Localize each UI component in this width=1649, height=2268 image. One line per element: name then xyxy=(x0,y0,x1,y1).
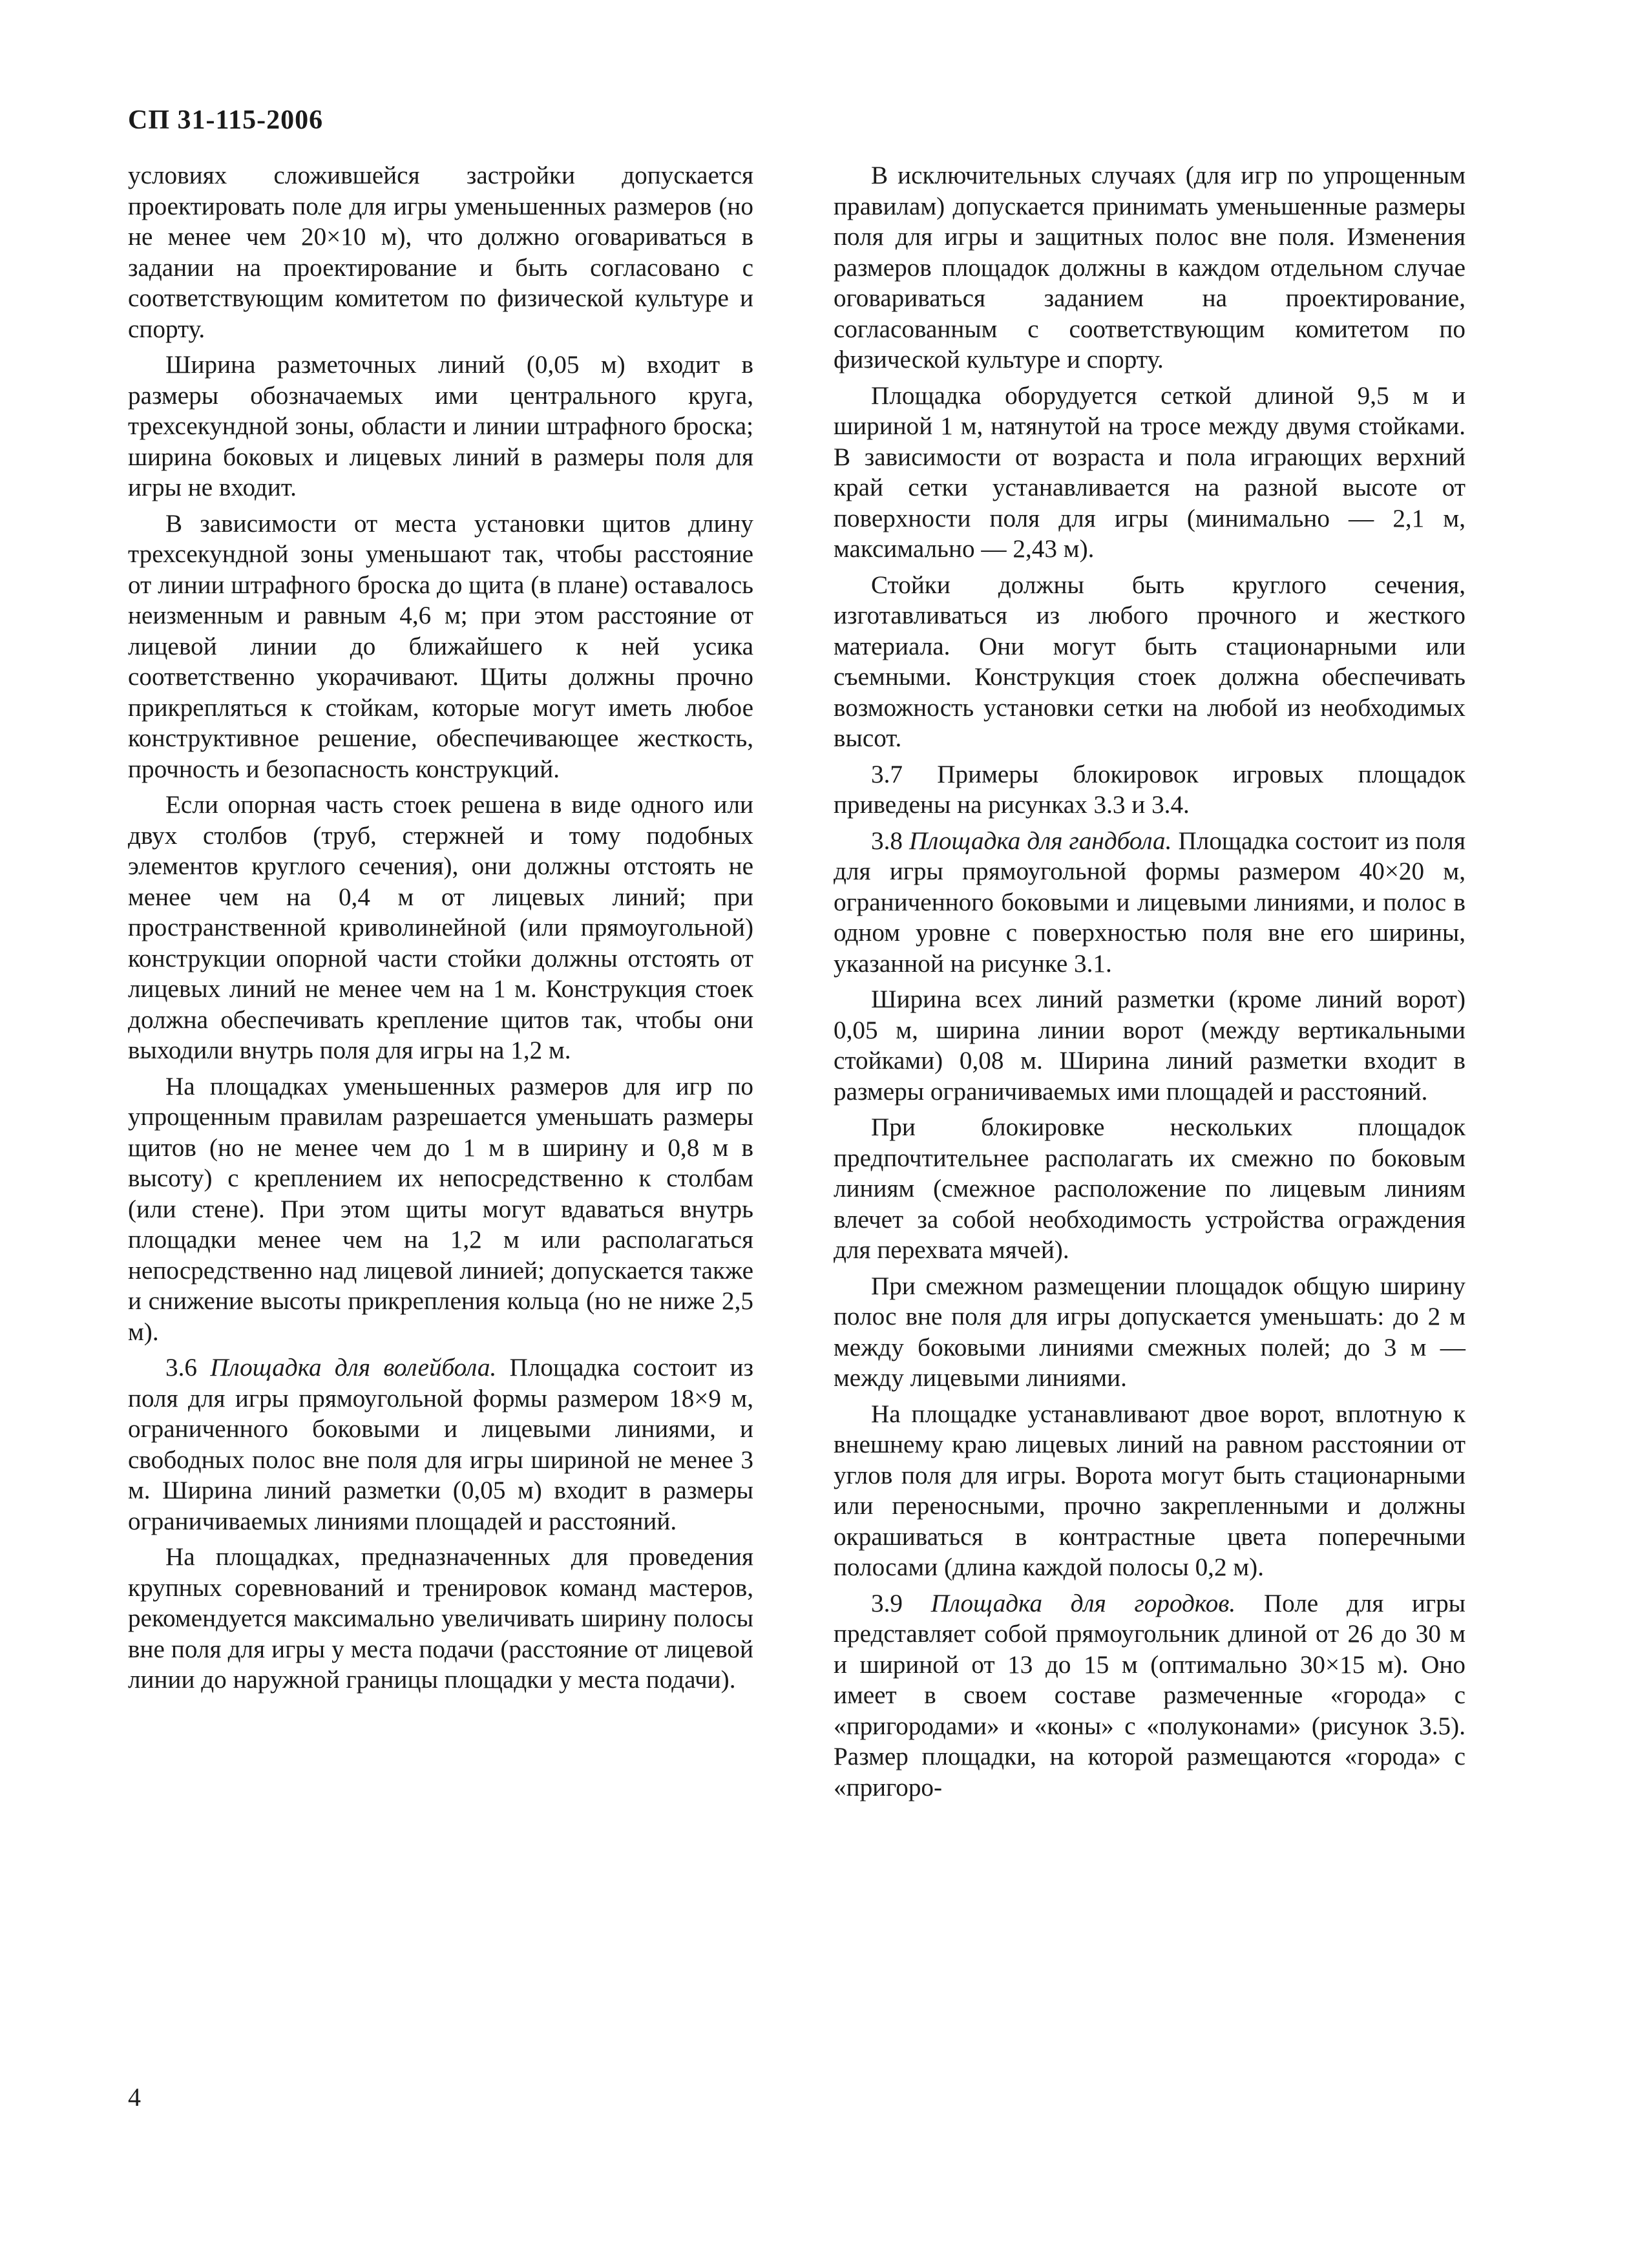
section-3-7-paragraph: 3.7 Примеры блокировок игровых площадок приведены на рисунках 3.3 и 3.4. xyxy=(834,760,1465,819)
paragraph: На площадках, предназначенных для проведения крупных соревнований и тренировок команд мастеров, рекомендуется максимально увеличивать ширину полосы вне поля для игры у места подачи (расстояние от лицевой линии до наружной границы площадки у места подачи). xyxy=(128,1543,753,1694)
paragraph: При смежном размещении площадок общую ширину полос вне поля для игры допускается уменьшать: до 2 м между боковыми линиями смежных полей; до 3 м — между лицевыми линиями. xyxy=(834,1272,1465,1392)
section-3-9-paragraph xyxy=(834,1588,1465,1803)
section-3-6-paragraph xyxy=(128,1352,753,1537)
document-code-header: СП 31-115-2006 xyxy=(128,105,324,135)
paragraph: Ширина всех линий разметки (кроме линий ворот) 0,05 м, ширина линии ворот (между вертикальными стойками) 0,08 м. Ширина линий разметки входит в размеры ограничиваемых ими площадей и расстояний. xyxy=(834,985,1465,1106)
paragraph: Если опорная часть стоек решена в виде одного или двух столбов (труб, стержней и тому подобных элементов круглого сечения), они должны отстоять не менее чем на 0,4 м от лицевых линий; при пространственной криволинейной (или прямоугольной) конструкции опорной части стойки должны отстоять от лицевых линий не менее чем на 1 м. Конструкция стоек должна обеспечивать крепление щитов так, чтобы они выходили внутрь поля для игры на 1,2 м. xyxy=(128,791,753,1064)
section-3-8-paragraph xyxy=(834,826,1465,980)
paragraph: условиях сложившейся застройки допускается проектировать поле для игры уменьшенных размеров (но не менее чем 20×10 м), что должно оговариваться в задании на проектирование и быть согласовано с соответствующим комитетом по физической культуре и спорту. xyxy=(128,162,753,343)
section-title: Площадка для городков. xyxy=(930,1589,1236,1617)
section-number: 3.8 xyxy=(871,826,903,855)
section-number: 3.6 xyxy=(165,1354,197,1381)
paragraph: На площадках уменьшенных размеров для игр по упрощенным правилам разрешается уменьшать размеры щитов (но не менее чем до 1 м в ширину и 0,8 м в высоту) с креплением их непосредственно к столбам (или стене). При этом щиты могут вдаваться внутрь площадки менее чем на 1,2 м или располагаться непосредственно над лицевой линией; допускается также и снижение высоты прикрепления кольца (но не ниже 2,5 м). xyxy=(128,1072,753,1346)
paragraph: В исключительных случаях (для игр по упрощенным правилам) допускается принимать уменьшенные размеры поля для игры и защитных полос вне поля. Изменения размеров площадок должны в каждом отдельном случае оговариваться заданием на проектирование, согласованным с соответствующим комитетом по физической культуре и спорту. xyxy=(834,162,1465,373)
paragraph: При блокировке нескольких площадок предпочтительнее располагать их смежно по боковым линиям (смежное расположение по лицевым линиям влечет за собой необходимость устройства ограждения для перехвата мячей). xyxy=(834,1113,1465,1264)
right-text-column xyxy=(834,160,1465,1803)
section-text: Площадка состоит из поля для игры прямоугольной формы размером 18×9 м, ограниченного боковыми и лицевыми линиями, и свободных полос вне поля для игры шириной не менее 3 м. Ширина линий разметки (0,05 м) входит в размеры ограничиваемых линиями площадей и расстояний. xyxy=(128,1354,754,1535)
page-number: 4 xyxy=(128,2083,141,2112)
paragraph: На площадке устанавливают двое ворот, вплотную к внешнему краю лицевых линий на равном расстоянии от углов поля для игры. Ворота могут быть стационарными или переносными, прочно закрепленными и должны окрашиваться в контрастные цвета поперечными полосами (длина каждой полосы 0,2 м). xyxy=(834,1400,1465,1581)
section-title: Площадка для гандбола. xyxy=(909,826,1172,855)
paragraph: Стойки должны быть круглого сечения, изготавливаться из любого прочного и жесткого материала. Они могут быть стационарными или съемными. Конструкция стоек должна обеспечивать возможность установки сетки на любой из необходимых высот. xyxy=(834,571,1465,752)
section-number: 3.9 xyxy=(871,1589,903,1617)
left-text-column xyxy=(128,160,753,1696)
paragraph: Ширина разметочных линий (0,05 м) входит в размеры обозначаемых ими центрального круга, трехсекундной зоны, области и линии штрафного броска; ширина боковых и лицевых линий в размеры поля для игры не входит. xyxy=(128,351,753,501)
section-text: Площадка состоит из поля для игры прямоугольной формы размером 40×20 м, ограниченного боковыми и лицевыми линиями, и полос в одном уровне с поверхностью поля вне его ширины, указанной на рисунке 3.1. xyxy=(834,826,1466,978)
section-text: Поле для игры представляет собой прямоугольник длиной от 26 до 30 м и шириной от 13 до 15 м (оптимально 30×15 м). Оно имеет в своем составе размеченные «города» с «пригородами» и «коны» с «полуконами» (рисунок 3.5). Размер площадки, на которой размещаются «города» с «пригоро- xyxy=(834,1589,1466,1801)
section-title: Площадка для волейбола. xyxy=(210,1354,497,1381)
paragraph: Площадка оборудуется сеткой длиной 9,5 м и шириной 1 м, натянутой на тросе между двумя стойками. В зависимости от возраста и пола играющих верхний край сетки устанавливается на разной высоте от поверхности поля для игры (минимально — 2,1 м, максимально — 2,43 м). xyxy=(834,381,1465,563)
paragraph: В зависимости от места установки щитов длину трехсекундной зоны уменьшают так, чтобы расстояние от линии штрафного броска до щита (в плане) оставалось неизменным и равным 4,6 м; при этом расстояние от лицевой линии до ближайшего к ней усика соответственно укорачивают. Щиты должны прочно прикрепляться к стойкам, которые могут иметь любое конструктивное решение, обеспечивающее жесткость, прочность и безопасность конструкций. xyxy=(128,509,753,783)
